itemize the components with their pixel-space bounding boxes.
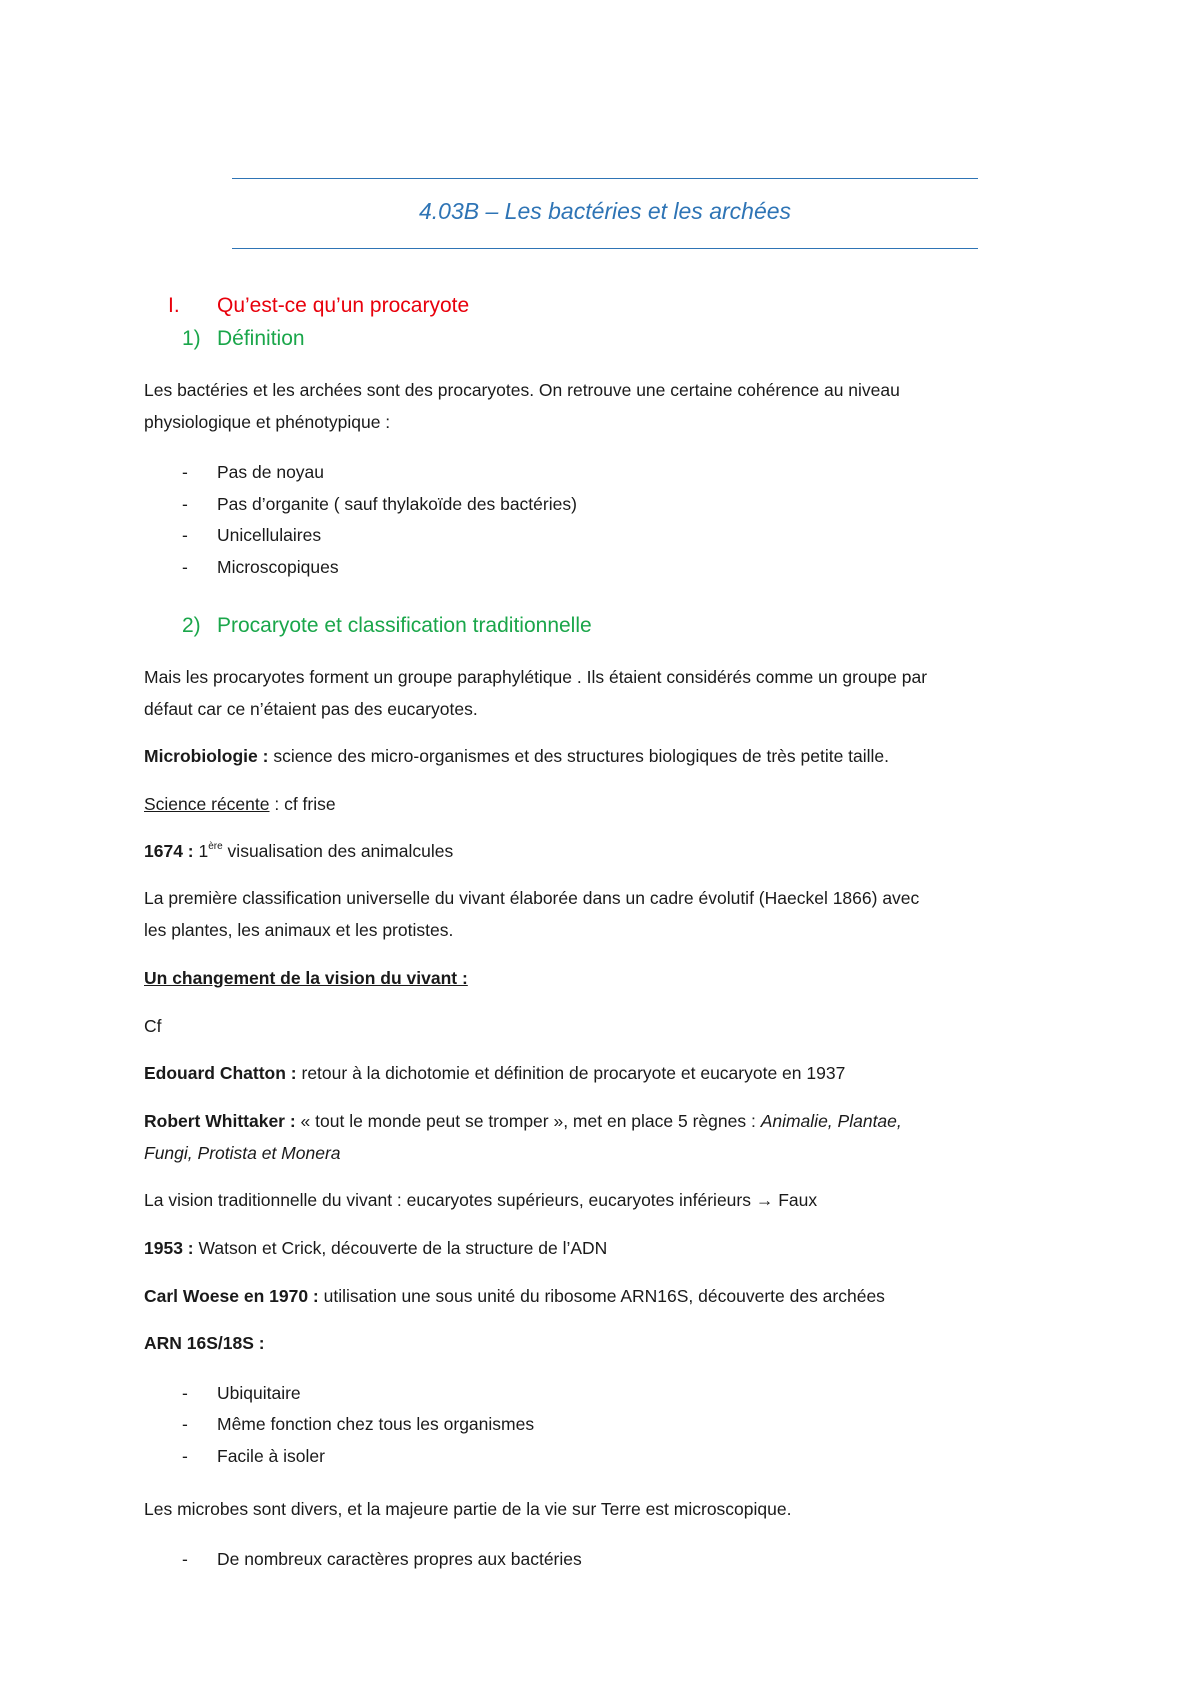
kingdom-name: Fungi, — [144, 1143, 193, 1163]
bullet-dash: - — [182, 462, 188, 482]
text-line: La première classification universelle du vivant élaborée dans un cadre évolutif (Haeckel 1866) avec — [144, 888, 920, 908]
list-item: Unicellulaires — [217, 525, 322, 545]
arn-heading — [144, 1327, 1058, 1359]
text-line: Les microbes sont divers, et la majeure partie de la vie sur Terre est microscopique. — [144, 1499, 792, 1519]
whittaker-paragraph — [144, 1105, 1058, 1137]
date-1674-line — [144, 835, 1058, 867]
term: 1953 : — [144, 1238, 194, 1258]
list-item: Microscopiques — [217, 557, 339, 577]
list-item: Facile à isoler — [217, 1446, 325, 1466]
intro-paragraph — [144, 374, 1058, 406]
kingdom-name: Protista — [197, 1143, 257, 1163]
haeckel-paragraph — [144, 882, 1058, 914]
intro-paragraph-cont — [144, 406, 1058, 438]
paraphyletic-paragraph — [144, 661, 1058, 693]
bullet-dash: - — [182, 557, 188, 577]
woese-line — [144, 1280, 1058, 1312]
text-part: 1 — [193, 841, 209, 861]
haeckel-paragraph-cont — [144, 914, 1058, 946]
traditional-vision-line — [144, 1184, 1058, 1216]
microbiology-definition — [144, 740, 1058, 772]
text-line: défaut car ce n’étaient pas des eucaryotes. — [144, 699, 478, 719]
microbes-line — [144, 1493, 1058, 1525]
text-line: Les bactéries et les archées sont des procaryotes. On retrouve une certaine cohérence au niveau — [144, 380, 900, 400]
arrow-right-icon: → — [755, 1190, 774, 1210]
definition-text: : cf frise — [269, 794, 336, 814]
bullet-dash: - — [182, 1414, 188, 1434]
subsection-number: 1) — [182, 327, 201, 350]
date-1953-line — [144, 1232, 1058, 1264]
list-item: Même fonction chez tous les organismes — [217, 1414, 535, 1434]
vision-change-heading — [144, 962, 1058, 994]
term: Science récente — [144, 794, 270, 814]
kingdom-name: Animalie, — [760, 1111, 833, 1131]
definition-text: retour à la dichotomie et définition de procaryote et eucaryote en 1937 — [296, 1063, 846, 1083]
paraphyletic-paragraph-cont — [144, 693, 1058, 725]
recent-science-line — [144, 788, 1058, 820]
superscript: ère — [208, 841, 223, 852]
subsection-heading: Procaryote et classification traditionnelle — [217, 614, 592, 637]
list-item: Ubiquitaire — [217, 1383, 301, 1403]
bullet-dash: - — [182, 1446, 188, 1466]
term: Edouard Chatton : — [144, 1063, 297, 1083]
bullet-dash: - — [182, 525, 188, 545]
term: Carl Woese en 1970 : — [144, 1286, 319, 1306]
term: Microbiologie : — [144, 746, 269, 766]
subsection-number: 2) — [182, 614, 201, 637]
subsection-heading: Définition — [217, 327, 305, 350]
section-number: I. — [168, 294, 180, 317]
text-part: et — [256, 1143, 282, 1163]
definition-text: utilisation une sous unité du ribosome ARN16S, découverte des archées — [318, 1286, 885, 1306]
text-line: les plantes, les animaux et les protistes. — [144, 920, 454, 940]
underlined-heading: Un changement de la vision du vivant : — [144, 968, 468, 988]
text-part: visualisation des animalcules — [222, 841, 454, 861]
kingdom-name: Plantae, — [837, 1111, 902, 1131]
list-item: De nombreux caractères propres aux bactéries — [217, 1549, 582, 1569]
whittaker-paragraph-cont — [144, 1137, 1058, 1169]
definition-text: science des micro-organismes et des structures biologiques de très petite taille. — [268, 746, 890, 766]
text-part: La vision traditionnelle du vivant : eucaryotes supérieurs, eucaryotes inférieurs — [144, 1190, 756, 1210]
text-line: Cf — [144, 1016, 162, 1036]
term: ARN 16S/18S : — [144, 1333, 265, 1353]
bullet-dash: - — [182, 1549, 188, 1569]
title-rule-bottom — [232, 248, 978, 249]
section-heading: Qu’est-ce qu’un procaryote — [217, 294, 470, 317]
cf-line — [144, 1010, 1058, 1042]
text-line: physiologique et phénotypique : — [144, 412, 391, 432]
term: Robert Whittaker : — [144, 1111, 296, 1131]
definition-text: « tout le monde peut se tromper », met en place 5 règnes : — [295, 1111, 761, 1131]
title-rule-top — [232, 178, 978, 179]
bullet-dash: - — [182, 494, 188, 514]
list-item: Pas de noyau — [217, 462, 325, 482]
bullet-dash: - — [182, 1383, 188, 1403]
text-part: Faux — [773, 1190, 818, 1210]
list-item: Pas d’organite ( sauf thylakoïde des bactéries) — [217, 494, 577, 514]
kingdom-name: Monera — [281, 1143, 341, 1163]
definition-text: Watson et Crick, découverte de la structure de l’ADN — [193, 1238, 608, 1258]
text-line: Mais les procaryotes forment un groupe paraphylétique . Ils étaient considérés comme un groupe par — [144, 667, 928, 687]
document-title: 4.03B – Les bactéries et les archées — [418, 198, 792, 224]
term: 1674 : — [144, 841, 194, 861]
chatton-line — [144, 1057, 1058, 1089]
